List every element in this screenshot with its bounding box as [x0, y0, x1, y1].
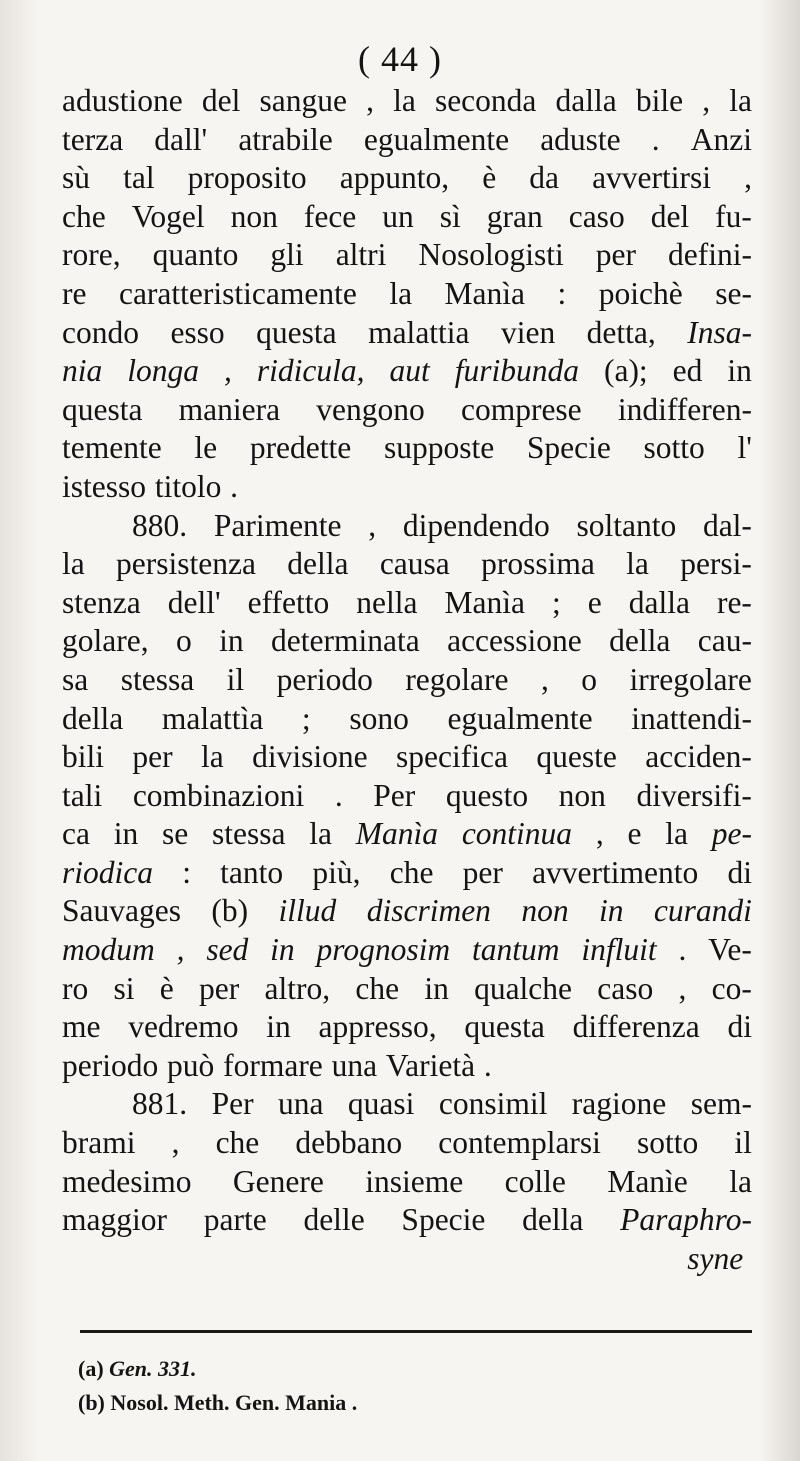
word: o: [175, 623, 192, 659]
word: in: [424, 970, 449, 1006]
word: il: [734, 1125, 752, 1161]
word: regolare: [405, 661, 509, 697]
text-line: [62, 738, 752, 777]
word: della: [522, 1202, 584, 1238]
word: Parimente: [213, 507, 342, 543]
text-line: [62, 236, 752, 275]
word: Anzi: [690, 121, 752, 157]
word: .: [334, 777, 343, 813]
word: Genere: [232, 1163, 324, 1199]
word: questo: [445, 777, 529, 813]
word: :: [557, 275, 567, 311]
word: dal-: [702, 507, 752, 543]
word: aut: [389, 353, 430, 389]
word: titolo: [154, 468, 222, 504]
word: non: [230, 198, 278, 234]
word: malattia: [368, 314, 470, 350]
word: indifferen-: [617, 391, 752, 427]
word: un: [382, 198, 414, 234]
word: consimil: [438, 1086, 548, 1122]
word: re: [62, 275, 87, 311]
word: maggior: [62, 1202, 167, 1238]
word: dell': [167, 584, 221, 620]
word: acciden-: [645, 739, 752, 775]
word: istesso: [62, 468, 147, 504]
word: di: [727, 854, 752, 890]
word: questa: [256, 314, 337, 350]
word: debbano: [295, 1125, 403, 1161]
text-line: [62, 275, 752, 314]
word: stenza: [62, 584, 141, 620]
word: discrimen: [366, 893, 491, 929]
word: re-: [716, 584, 752, 620]
word: vengono: [316, 391, 425, 427]
word: vedremo: [128, 1009, 239, 1045]
word: altri: [335, 237, 387, 273]
word: in: [727, 353, 752, 389]
word: sa: [62, 661, 89, 697]
text-line: [62, 931, 752, 970]
word: il: [226, 661, 245, 697]
word: sangue: [259, 83, 347, 118]
word: stessa: [212, 816, 286, 852]
word: sotto: [643, 430, 705, 466]
word: non: [521, 893, 569, 929]
word: questa: [62, 391, 143, 427]
word: stessa: [120, 661, 195, 697]
word: si: [113, 970, 135, 1006]
word: persi-: [680, 546, 752, 582]
word: la: [729, 1163, 752, 1199]
word: adustione: [62, 83, 183, 118]
text-line: [62, 82, 752, 121]
word: (a);: [603, 353, 648, 389]
word: irregolare: [629, 661, 752, 697]
word: che: [389, 854, 434, 890]
word: egualmente: [447, 700, 593, 736]
word: temente: [62, 430, 162, 466]
word: ,: [595, 816, 604, 852]
word: rore,: [62, 237, 121, 273]
text-line: [62, 584, 752, 623]
word: medesimo: [62, 1163, 192, 1199]
word: pe-: [711, 816, 752, 852]
text-line: [62, 1124, 752, 1163]
footnote-text: Nosol. Meth. Gen. Mania .: [110, 1390, 358, 1415]
text-line: [62, 159, 752, 198]
word: accessione: [447, 623, 582, 659]
word: ragione: [571, 1086, 667, 1122]
word: me: [62, 1009, 101, 1045]
word: le: [194, 430, 218, 466]
word: Manìa: [444, 275, 526, 311]
word: avvertirsi: [592, 160, 712, 196]
text-line: [62, 700, 752, 739]
word: della: [609, 623, 671, 659]
text-line: [62, 777, 752, 816]
word: illud: [278, 893, 337, 929]
word: la: [389, 275, 413, 311]
word: ed: [672, 353, 703, 389]
word: longa: [127, 353, 200, 389]
text-line: [62, 622, 752, 661]
word: e: [587, 584, 602, 620]
word: se-: [715, 275, 752, 311]
word: tal: [123, 160, 155, 196]
text-line: [62, 121, 752, 160]
word: predette: [249, 430, 352, 466]
word: Vogel: [131, 198, 205, 234]
text-line: [62, 1163, 752, 1202]
word: aduste: [540, 121, 621, 157]
word: ,: [368, 507, 377, 543]
word: Varietà: [385, 1047, 476, 1083]
word: atrabile: [238, 121, 333, 157]
word: in: [266, 1009, 291, 1045]
word: sono: [349, 700, 409, 736]
word: che: [62, 198, 106, 234]
word: ro: [62, 970, 89, 1006]
word: defini-: [668, 237, 752, 273]
word: modum: [62, 932, 155, 968]
word: può: [167, 1047, 215, 1083]
word: formare: [223, 1047, 323, 1083]
word: la: [62, 546, 85, 582]
word: della: [62, 700, 124, 736]
word: brami: [62, 1125, 136, 1161]
text-line: [62, 507, 752, 546]
footnote-text: Gen. 331.: [109, 1356, 197, 1381]
word: prognosim: [316, 932, 451, 968]
word: furibunda: [454, 353, 579, 389]
word: una: [331, 1047, 378, 1083]
word: (b): [211, 893, 249, 929]
word: ;: [551, 584, 561, 620]
text-line: [62, 391, 752, 430]
footnote: [78, 1386, 758, 1420]
word: la: [665, 816, 688, 852]
word: per: [199, 970, 240, 1006]
word: ,: [366, 83, 374, 118]
word: Per: [373, 777, 416, 813]
word: ,: [224, 353, 232, 389]
word: ,: [702, 83, 711, 118]
word: qualche: [474, 970, 573, 1006]
word: per: [462, 854, 503, 890]
word: tali: [62, 777, 103, 813]
word: appunto,: [339, 160, 450, 196]
word: :: [182, 854, 191, 890]
word: effetto: [247, 584, 330, 620]
word: la: [309, 816, 333, 852]
text-line: [62, 661, 752, 700]
footnote-label: (b): [78, 1390, 111, 1415]
text-line: [62, 352, 752, 391]
word: e: [627, 816, 642, 852]
word: una: [278, 1086, 324, 1122]
word: proposito: [187, 160, 307, 196]
word: ,: [744, 160, 752, 196]
word: periodo: [62, 1047, 159, 1083]
text-line: [62, 1201, 752, 1240]
page-number: ( 44 ): [358, 39, 442, 79]
word: del: [201, 83, 241, 118]
word: per: [132, 739, 173, 775]
word: bili: [62, 739, 105, 775]
word: la: [729, 83, 752, 118]
word: specifica: [396, 739, 508, 775]
text-line: [62, 198, 752, 237]
word: maniera: [178, 391, 281, 427]
word: causa: [379, 546, 450, 582]
word: la: [201, 739, 224, 775]
word: cau-: [697, 623, 752, 659]
word: Paraphro-: [620, 1202, 752, 1238]
word: nia: [62, 353, 103, 389]
word: Specie: [526, 430, 611, 466]
word: co-: [711, 970, 752, 1006]
word: Sauvages: [62, 893, 181, 929]
word: persistenza: [116, 546, 256, 582]
word: bile: [635, 83, 684, 118]
word: Manìa: [355, 816, 439, 852]
word: da: [529, 160, 559, 196]
word: detta,: [586, 314, 656, 350]
word: insieme: [365, 1163, 464, 1199]
word: Ve-: [708, 932, 752, 968]
word: ca: [62, 816, 90, 852]
text-line: [62, 545, 752, 584]
word: prossima: [481, 546, 595, 582]
word: seconda: [434, 83, 537, 118]
word: questa: [464, 1009, 545, 1045]
word: continua: [461, 816, 573, 852]
word: ,: [176, 932, 185, 968]
word: parte: [203, 1202, 267, 1238]
text-line: [62, 1240, 752, 1279]
word: malattìa: [161, 700, 264, 736]
word: l': [737, 430, 752, 466]
word: sì: [439, 198, 461, 234]
word: poichè: [598, 275, 683, 311]
word: vien: [500, 314, 556, 350]
text-line: [62, 314, 752, 353]
word: diversifi-: [636, 777, 752, 813]
word: Per: [211, 1086, 254, 1122]
word: dall': [154, 121, 208, 157]
word: Manìa: [444, 584, 525, 620]
word: tanto: [220, 854, 284, 890]
word: caratteristicamente: [118, 275, 357, 311]
word: Specie: [401, 1202, 486, 1238]
word: supposte: [383, 430, 495, 466]
word: sotto: [637, 1125, 699, 1161]
word: esso: [170, 314, 225, 350]
word: è: [482, 160, 497, 196]
word: gli: [270, 237, 304, 273]
word: golare,: [62, 623, 149, 659]
text-line: [62, 815, 752, 854]
word: colle: [504, 1163, 566, 1199]
text-line: [62, 854, 752, 893]
word: .: [483, 1047, 492, 1083]
word: ;: [301, 700, 311, 736]
word: contemplarsi: [438, 1125, 601, 1161]
footnote-label: (a): [78, 1356, 110, 1381]
word: Nosologisti: [418, 237, 564, 273]
word: .: [230, 468, 239, 504]
word: curandi: [653, 893, 752, 929]
word: egualmente: [363, 121, 510, 157]
word: differenza: [572, 1009, 700, 1045]
word: della: [287, 546, 349, 582]
word: fece: [303, 198, 357, 234]
word: altro,: [264, 970, 331, 1006]
word: sù: [62, 160, 91, 196]
footnotes: [78, 1352, 758, 1420]
text-line: [62, 468, 752, 507]
text-line: [62, 970, 752, 1009]
word: ridicula,: [256, 353, 365, 389]
word: 880.: [132, 507, 188, 543]
text-line: [62, 1047, 752, 1086]
text-line: [62, 429, 752, 468]
word: nella: [356, 584, 418, 620]
word: quanto: [152, 237, 239, 273]
footnote: [78, 1352, 758, 1386]
word: queste: [536, 739, 617, 775]
word: caso: [597, 970, 654, 1006]
word: riodica: [62, 854, 153, 890]
word: di: [727, 1009, 752, 1045]
footnote-rule: [80, 1330, 752, 1333]
word: caso: [568, 198, 625, 234]
word: divisione: [252, 739, 368, 775]
word: dalla: [555, 83, 617, 118]
word: più,: [312, 854, 361, 890]
word: delle: [303, 1202, 365, 1238]
word: non: [558, 777, 606, 813]
word: la: [393, 83, 416, 118]
word: in: [599, 893, 624, 929]
word: determinata: [271, 623, 420, 659]
word: del: [650, 198, 690, 234]
word: quasi: [347, 1086, 415, 1122]
word: terza: [62, 121, 124, 157]
word: syne: [687, 1240, 744, 1276]
word: inattendi-: [631, 700, 752, 736]
word: sem-: [690, 1086, 752, 1122]
text-line: [62, 1085, 752, 1124]
word: in: [113, 816, 139, 852]
word: 881.: [132, 1086, 188, 1122]
word: periodo: [276, 661, 373, 697]
word: sed: [206, 932, 249, 968]
word: dalla: [628, 584, 690, 620]
word: gran: [486, 198, 543, 234]
text-line: [62, 1008, 752, 1047]
word: comprese: [460, 391, 582, 427]
word: soltanto: [576, 507, 677, 543]
word: .: [651, 121, 660, 157]
word: condo: [62, 314, 139, 350]
word: Manìe: [607, 1163, 688, 1199]
word: combinazioni: [132, 777, 305, 813]
word: fu-: [715, 198, 752, 234]
text-line: [62, 892, 752, 931]
word: la: [626, 546, 649, 582]
word: avvertimento: [532, 854, 699, 890]
word: se: [162, 816, 189, 852]
word: ,: [540, 661, 549, 697]
word: dipendendo: [402, 507, 550, 543]
word: ,: [171, 1125, 180, 1161]
body-text: [62, 82, 752, 1278]
word: o: [581, 661, 598, 697]
word: ,: [678, 970, 687, 1006]
word: appresso,: [318, 1009, 437, 1045]
word: influit: [581, 932, 657, 968]
word: Insa-: [687, 314, 752, 350]
word: che: [215, 1125, 260, 1161]
word: per: [595, 237, 636, 273]
word: .: [678, 932, 687, 968]
word: in: [219, 623, 244, 659]
word: in: [270, 932, 295, 968]
word: è: [159, 970, 174, 1006]
word: che: [355, 970, 400, 1006]
word: tantum: [471, 932, 560, 968]
